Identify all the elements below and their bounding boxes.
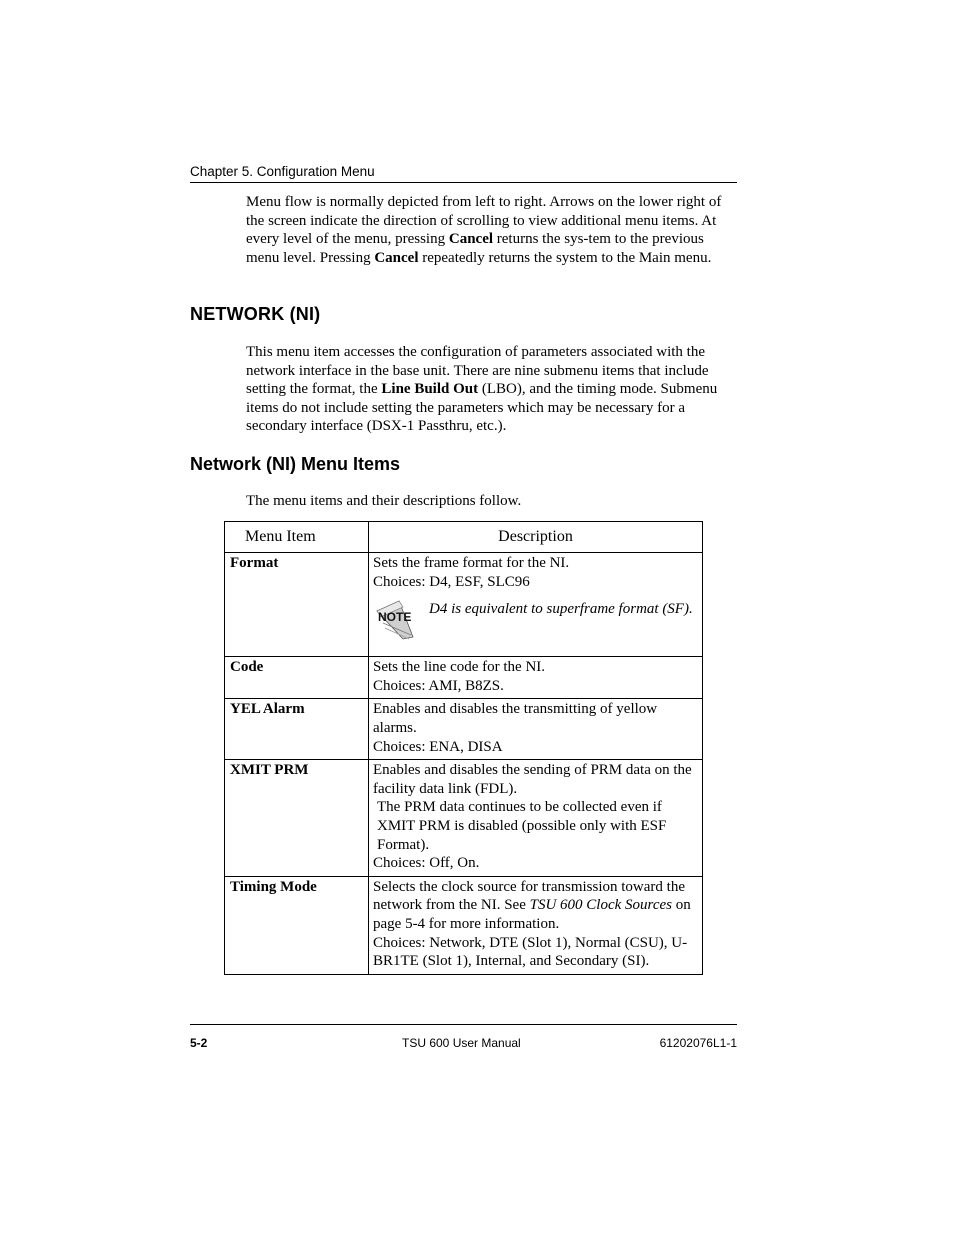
intro-text-1: Menu flow is normally depicted from left to right. Arrows on the lower right of the screen indicate the direction of scrolling to view additional menu items. At every level of the menu, pressing — [246, 194, 722, 248]
intro-cancel-1: Cancel — [448, 231, 494, 248]
table-header-row — [225, 522, 703, 553]
desc-line: Sets the frame format for the NI. — [373, 555, 570, 571]
table-row — [225, 553, 703, 657]
document-number: 61202076L1-1 — [659, 1036, 737, 1050]
menu-items-lead: The menu items and their descriptions follow. — [246, 493, 522, 509]
intro-text-3: repeatedly returns the system to the Main menu. — [418, 249, 712, 266]
network-paragraph — [246, 343, 737, 436]
row-item-timing-mode: Timing Mode — [225, 876, 369, 974]
desc-line: Choices: ENA, DISA — [373, 738, 503, 755]
header-description: Description — [369, 522, 703, 553]
desc-line: Choices: D4, ESF, SLC96 — [373, 573, 530, 590]
header-rule — [190, 182, 737, 183]
desc-line: Enables and disables the sending of PRM data on the facility data link (FDL). — [373, 762, 692, 797]
network-text-2: (LBO), and the timing mode. Submenu items do not include setting the parameters which may be necessary for a secondary interface (DSX-1 Passthru, etc.). — [246, 381, 718, 435]
footer-rule — [190, 1024, 737, 1025]
row-item-xmit-prm: XMIT PRM — [225, 760, 369, 877]
network-heading: NETWORK (NI) — [190, 304, 321, 324]
menu-items-heading: Network (NI) Menu Items — [190, 454, 401, 474]
running-head: Chapter 5. Configuration Menu — [190, 164, 375, 179]
row-item-yel-alarm: YEL Alarm — [225, 699, 369, 760]
note-text: D4 is equivalent to superframe format (SF). — [429, 601, 693, 618]
desc-line: The PRM data continues to be collected even if XMIT PRM is disabled (possible only with ESF Format). — [377, 799, 667, 853]
row-desc-format — [369, 553, 703, 657]
table-row — [225, 699, 703, 760]
table-row — [225, 657, 703, 699]
menu-items-table — [224, 521, 703, 975]
note-icon — [373, 599, 417, 641]
row-desc-code — [369, 657, 703, 699]
desc-line: Sets the line code for the NI. — [373, 659, 546, 676]
desc-line — [373, 878, 698, 934]
row-desc-xmit-prm — [369, 760, 703, 877]
table-row — [225, 760, 703, 877]
note-callout — [373, 599, 698, 653]
desc-line: Choices: Off, On. — [373, 855, 480, 872]
network-lbo-term: Line Build Out — [381, 381, 479, 398]
row-desc-yel-alarm — [369, 699, 703, 760]
row-desc-timing-mode — [369, 876, 703, 974]
clock-sources-reference: TSU 600 Clock Sources — [529, 897, 672, 914]
desc-line: Choices: AMI, B8ZS. — [373, 677, 504, 694]
row-item-code: Code — [225, 657, 369, 699]
manual-title: TSU 600 User Manual — [402, 1036, 521, 1050]
page-number: 5-2 — [190, 1036, 208, 1050]
intro-text-2: returns the sys-tem to the previous menu level. Pressing — [246, 231, 704, 266]
desc-text: on page 5-4 for more information. — [373, 897, 691, 932]
intro-cancel-2: Cancel — [374, 249, 419, 266]
desc-text: Selects the clock source for transmission toward the network from the NI. See — [373, 878, 685, 914]
note-label: NOTE — [378, 610, 412, 625]
table-row — [225, 876, 703, 974]
intro-paragraph — [246, 193, 737, 267]
network-text-1: This menu item accesses the configuration of parameters associated with the network interface in the base unit. There are nine submenu items that include setting the format, the — [246, 344, 709, 398]
desc-line: Choices: Network, DTE (Slot 1), Normal (CSU), U-BR1TE (Slot 1), Internal, and Secondary (SI). — [373, 934, 688, 970]
row-item-format: Format — [225, 553, 369, 657]
header-menu-item: Menu Item — [225, 522, 369, 553]
desc-line: Enables and disables the transmitting of yellow alarms. — [373, 701, 658, 736]
